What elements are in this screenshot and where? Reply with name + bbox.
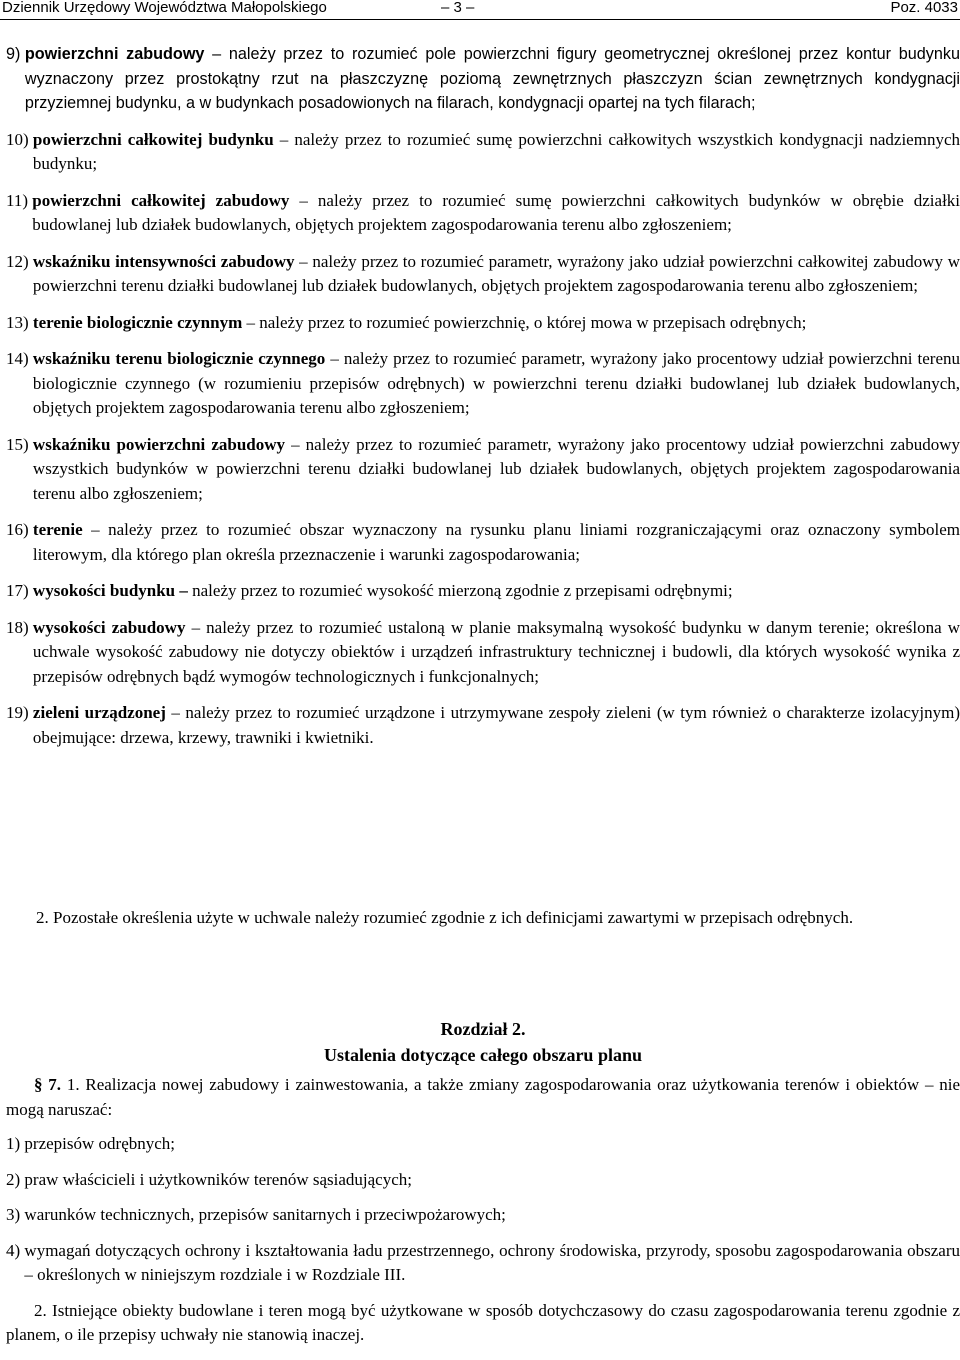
- definition-text: należy przez to rozumieć powierzchnię, o której mowa w przepisach odrębnych;: [254, 312, 807, 332]
- item-number: 10): [6, 129, 29, 149]
- definition-text: należy przez to rozumieć parametr, wyrażony jako procentowy udział powierzchni terenu biologicznie czynnego (w rozumieniu przepisów odrębnych) w powierzchni terenu działki budowlanej lub działek budowlanych, objętych projektem zagospodarowania terenu albo zgłoszeniem;: [32, 349, 960, 417]
- chapter-heading: [6, 1016, 960, 1068]
- list-item: [6, 1203, 960, 1228]
- list-item-text: warunków technicznych, przepisów sanitarnych i przeciwpożarowych;: [24, 1205, 506, 1224]
- journal-title: Dziennik Urzędowy Województwa Małopolskiego: [2, 0, 327, 16]
- dash: –: [171, 703, 180, 722]
- dash: –: [299, 251, 308, 271]
- definition-item: [6, 128, 960, 177]
- definition-text: należy przez to rozumieć sumę powierzchni całkowitych budynków w obrębie działki budowlanej lub działek budowlanych, objętych projektem zagospodarowania terenu albo zgłoszeniem;: [32, 190, 960, 234]
- chapter-title: Ustalenia dotyczące całego obszaru planu: [324, 1045, 642, 1065]
- defined-term: zieleni urządzonej: [32, 703, 166, 722]
- defined-term: terenie: [32, 520, 83, 539]
- section-7: [6, 1073, 960, 1360]
- definition-text: należy przez to rozumieć parametr, wyrażony jako udział powierzchni całkowitej zabudowy w powierzchni terenu działki budowlanej lub działek budowlanych, objętych projektem zagospodarowania terenu albo zgłoszeniem;: [32, 251, 960, 295]
- list-item: [6, 1132, 960, 1157]
- definition-text: należy przez to rozumieć sumę powierzchni całkowitych wszystkich kondygnacji nadziemnych budynku;: [32, 129, 960, 173]
- definition-text: należy przez to rozumieć pole powierzchni figury geometrycznej określonej przez kontur budynku wyznaczony przez prostokątny rzut na płaszczyznę poziomą zewnętrznych płaszczyzn ścian zewnętrznych kondygnacji przyziemnej budynku, a w budynkach posadowionych na filarach, kondygnacji opartej na tych filarach;: [24, 45, 960, 112]
- definition-item: [6, 347, 960, 421]
- defined-term: terenie biologicznie czynnym: [32, 312, 243, 332]
- list-item-text: przepisów odrębnych;: [24, 1134, 176, 1153]
- definition-item: [6, 579, 960, 604]
- item-number: 4): [6, 1240, 21, 1260]
- list-item-text: wymagań dotyczących ochrony i kształtowania ładu przestrzennego, ochrony środowiska, przyrody, sposobu zagospodarowania obszaru – określonych w niniejszym rozdziale i w Rozdziale III.: [24, 1240, 960, 1284]
- item-number: 1): [6, 1134, 21, 1153]
- dash: –: [291, 434, 300, 454]
- item-number: 19): [6, 703, 29, 722]
- defined-term: powierzchni całkowitej zabudowy: [32, 190, 290, 210]
- item-number: 18): [6, 617, 29, 637]
- defined-term: wskaźniku powierzchni zabudowy: [32, 434, 286, 454]
- definition-text: należy przez to rozumieć wysokość mierzoną zgodnie z przepisami odrębnymi;: [187, 581, 733, 600]
- definition-text: należy przez to rozumieć urządzone i utrzymywane zespoły zieleni (w tym również o charakterze izolacyjnym) obejmujące: drzewa, krzewy, trawniki i kwietniki.: [32, 703, 960, 747]
- item-number: 17): [6, 581, 29, 600]
- item-number: 12): [6, 251, 29, 271]
- defined-term: wskaźniku terenu biologicznie czynnego: [32, 349, 326, 368]
- defined-term: wysokości budynku –: [32, 581, 188, 600]
- list-item: [6, 1168, 960, 1193]
- section-intro-text: 1. Realizacja nowej zabudowy i zainwestowania, a także zmiany zagospodarowania oraz użytkowania terenów i obiektów – nie mogą naruszać:: [6, 1075, 960, 1119]
- section-7-intro: [6, 1073, 960, 1122]
- defined-term: powierzchni całkowitej budynku: [32, 129, 274, 149]
- definition-item: [6, 250, 960, 299]
- dash: –: [279, 129, 289, 149]
- paragraph-2: 2. Pozostałe określenia użyte w uchwale należy rozumieć zgodnie z ich definicjami zawartymi w przepisach odrębnych.: [36, 908, 854, 927]
- dash: –: [191, 617, 201, 637]
- list-item: [6, 1239, 960, 1288]
- definition-item: [6, 701, 960, 750]
- item-number: 15): [6, 434, 29, 454]
- definition-item: [6, 616, 960, 690]
- definition-item: [6, 518, 960, 567]
- item-number: 13): [6, 312, 29, 332]
- item-number: 16): [6, 520, 29, 539]
- dash: –: [212, 45, 222, 63]
- definition-text: należy przez to rozumieć parametr, wyrażony jako procentowy udział powierzchni zabudowy wszystkich budynków w powierzchni terenu działki budowlanej lub działek budowlanych, objętych projektem zagospodarowania terenu albo zgłoszeniem;: [32, 434, 960, 503]
- defined-term: wysokości zabudowy: [32, 617, 186, 637]
- definitions-list: [6, 42, 960, 762]
- dash: –: [330, 349, 339, 368]
- defined-term: powierzchni zabudowy: [24, 45, 205, 63]
- page-header: [0, 0, 960, 20]
- item-number: 2): [6, 1169, 21, 1189]
- definition-text: należy przez to rozumieć obszar wyznaczony na rysunku planu liniami rozgraniczającymi oraz oznaczony symbolem literowym, dla którego plan określa przeznaczenie i warunki zagospodarowania;: [32, 520, 960, 564]
- definition-item: [6, 42, 960, 116]
- defined-term: wskaźniku intensywności zabudowy: [32, 251, 295, 271]
- list-item-text: praw właścicieli i użytkowników terenów sąsiadujących;: [24, 1169, 412, 1189]
- item-number: 9): [6, 45, 21, 63]
- definition-item: [6, 433, 960, 507]
- item-number: 3): [6, 1205, 21, 1224]
- item-number: 11): [6, 190, 29, 210]
- definition-item: [6, 189, 960, 238]
- dash: –: [299, 190, 308, 210]
- closing-paragraph-block: [6, 906, 960, 943]
- definition-text: należy przez to rozumieć ustaloną w planie maksymalną wysokość budynku w danym terenie; określona w uchwale wysokość zabudowy nie dotyczy obiektów i urządzeń infrastruktury technicznej i budowli, dla których wysokość wynika z przepisów odrębnych bądź wymogów technologicznych i funkcjonalnych;: [32, 617, 960, 686]
- position-number: Poz. 4033: [890, 0, 958, 16]
- definition-item: [6, 311, 960, 336]
- chapter-number: Rozdział 2.: [440, 1019, 526, 1039]
- dash: –: [246, 312, 255, 332]
- item-number: 14): [6, 349, 29, 368]
- section-7-paragraph-2: 2. Istniejące obiekty budowlane i teren mogą być użytkowane w sposób dotychczasowy do czasu zagospodarowania terenu zgodnie z planem, o ile przepisy uchwały nie stanowią inaczej.: [6, 1300, 960, 1344]
- section-label: § 7.: [34, 1075, 62, 1094]
- dash: –: [91, 520, 100, 539]
- page-number: – 3 –: [441, 0, 475, 16]
